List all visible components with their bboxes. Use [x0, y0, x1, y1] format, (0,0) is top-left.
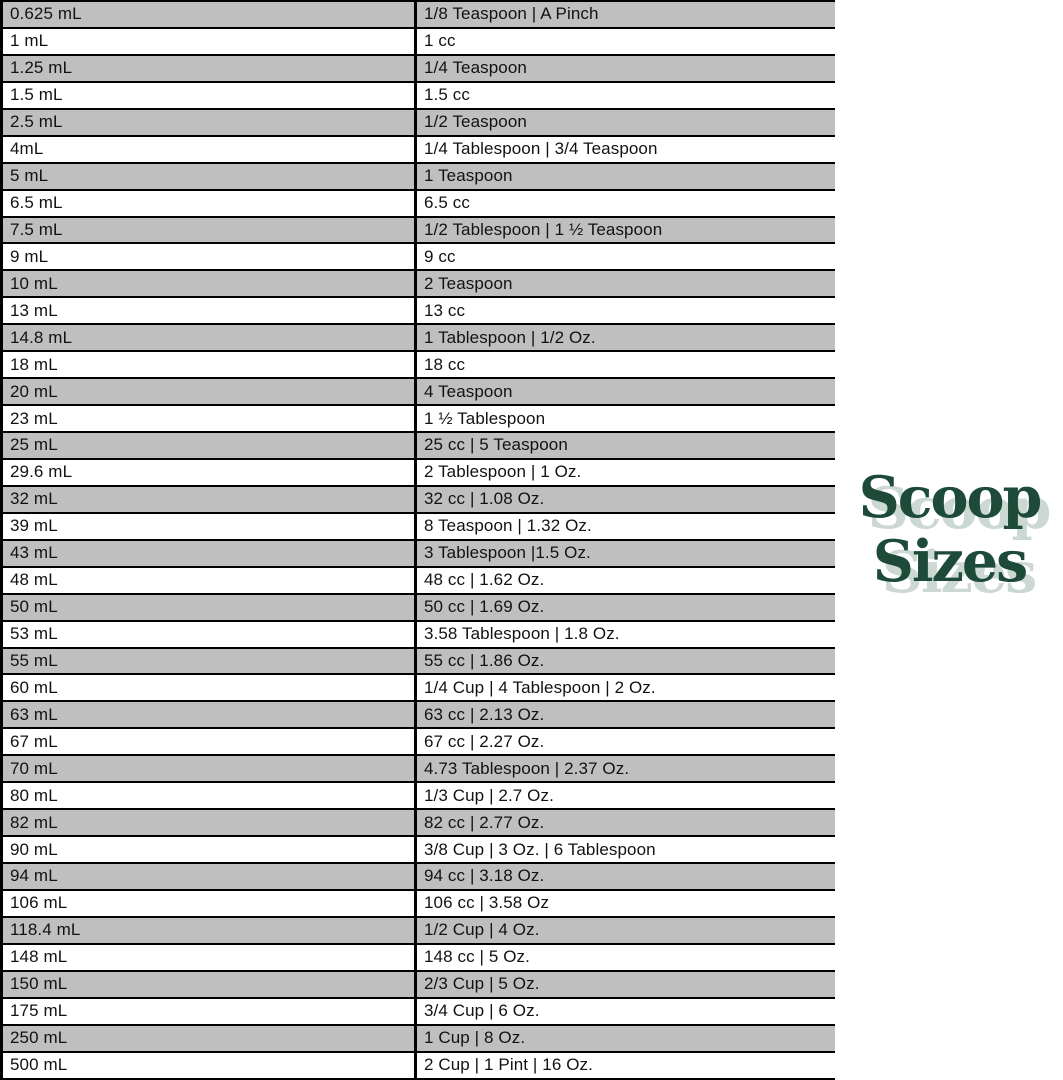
table-row	[3, 729, 835, 756]
table-row	[3, 541, 835, 568]
table-row	[3, 595, 835, 622]
table-row	[3, 379, 835, 406]
scoop-sizes-logo	[836, 466, 1063, 594]
table-row	[3, 487, 835, 514]
equivalent-cell: 1/2 Tablespoon | 1 ½ Teaspoon	[424, 219, 663, 239]
milliliter-cell: 43 mL	[3, 541, 417, 566]
table-row	[3, 945, 835, 972]
milliliter-cell: 150 mL	[3, 972, 417, 997]
table-row	[3, 2, 835, 29]
equivalent-cell: 3/4 Cup | 6 Oz.	[424, 1001, 540, 1021]
milliliter-cell: 1.5 mL	[3, 83, 417, 108]
table-row	[3, 244, 835, 271]
equivalent-cell: 63 cc | 2.13 Oz.	[424, 704, 545, 724]
equivalent-cell: 1 cc	[424, 31, 456, 51]
equivalent-cell: 48 cc | 1.62 Oz.	[424, 570, 545, 590]
milliliter-cell: 13 mL	[3, 298, 417, 323]
milliliter-cell: 4mL	[3, 137, 417, 162]
equivalent-cell: 6.5 cc	[424, 193, 470, 213]
table-row	[3, 1053, 835, 1080]
milliliter-cell: 39 mL	[3, 514, 417, 539]
equivalent-cell: 94 cc | 3.18 Oz.	[424, 866, 545, 886]
equivalent-cell: 1/8 Teaspoon | A Pinch	[424, 4, 599, 24]
milliliter-cell: 80 mL	[3, 783, 417, 808]
table-row	[3, 460, 835, 487]
table-row	[3, 110, 835, 137]
table-row	[3, 810, 835, 837]
logo-line-sizes: Sizes	[872, 528, 1027, 595]
equivalent-cell: 4.73 Tablespoon | 2.37 Oz.	[424, 758, 630, 778]
equivalent-cell: 18 cc	[424, 354, 466, 374]
table-row	[3, 406, 835, 433]
milliliter-cell: 14.8 mL	[3, 325, 417, 350]
table-row	[3, 1026, 835, 1053]
equivalent-cell: 2 Teaspoon	[424, 273, 513, 293]
equivalent-cell: 32 cc | 1.08 Oz.	[424, 489, 545, 509]
milliliter-cell: 63 mL	[3, 702, 417, 727]
equivalent-cell: 2 Cup | 1 Pint | 16 Oz.	[424, 1055, 593, 1075]
table-row	[3, 756, 835, 783]
table-row	[3, 891, 835, 918]
equivalent-cell: 1/4 Teaspoon	[424, 58, 527, 78]
milliliter-cell: 10 mL	[3, 271, 417, 296]
table-row	[3, 218, 835, 245]
equivalent-cell: 1 Teaspoon	[424, 166, 513, 186]
table-row	[3, 702, 835, 729]
table-row	[3, 918, 835, 945]
milliliter-cell: 1 mL	[3, 29, 417, 54]
equivalent-cell: 25 cc | 5 Teaspoon	[424, 435, 568, 455]
table-row	[3, 83, 835, 110]
logo-line-scoop: Scoop	[858, 464, 1041, 531]
table-row	[3, 972, 835, 999]
equivalent-cell: 82 cc | 2.77 Oz.	[424, 812, 545, 832]
milliliter-cell: 70 mL	[3, 756, 417, 781]
equivalent-cell: 1 Tablespoon | 1/2 Oz.	[424, 327, 596, 347]
milliliter-cell: 53 mL	[3, 622, 417, 647]
milliliter-cell: 82 mL	[3, 810, 417, 835]
milliliter-cell: 29.6 mL	[3, 460, 417, 485]
table-row	[3, 191, 835, 218]
table-row	[3, 352, 835, 379]
equivalent-cell: 1 Cup | 8 Oz.	[424, 1028, 526, 1048]
milliliter-cell: 0.625 mL	[3, 2, 417, 27]
milliliter-cell: 118.4 mL	[3, 918, 417, 943]
table-row	[3, 164, 835, 191]
table-row	[3, 137, 835, 164]
equivalent-cell: 3/8 Cup | 3 Oz. | 6 Tablespoon	[424, 839, 656, 859]
milliliter-cell: 90 mL	[3, 837, 417, 862]
milliliter-cell: 60 mL	[3, 675, 417, 700]
milliliter-cell: 94 mL	[3, 864, 417, 889]
table-row	[3, 649, 835, 676]
milliliter-cell: 7.5 mL	[3, 218, 417, 243]
equivalent-cell: 55 cc | 1.86 Oz.	[424, 650, 545, 670]
equivalent-cell: 1/3 Cup | 2.7 Oz.	[424, 785, 554, 805]
equivalent-cell: 2/3 Cup | 5 Oz.	[424, 974, 540, 994]
table-row	[3, 675, 835, 702]
equivalent-cell: 3.58 Tablespoon | 1.8 Oz.	[424, 624, 620, 644]
table-row	[3, 864, 835, 891]
milliliter-cell: 67 mL	[3, 729, 417, 754]
milliliter-cell: 148 mL	[3, 945, 417, 970]
table-row	[3, 837, 835, 864]
table-row	[3, 783, 835, 810]
equivalent-cell: 4 Teaspoon	[424, 381, 513, 401]
milliliter-cell: 5 mL	[3, 164, 417, 189]
equivalent-cell: 1/4 Tablespoon | 3/4 Teaspoon	[424, 139, 658, 159]
equivalent-cell: 9 cc	[424, 246, 456, 266]
milliliter-cell: 175 mL	[3, 999, 417, 1024]
table-row	[3, 999, 835, 1026]
milliliter-cell: 50 mL	[3, 595, 417, 620]
table-row	[3, 568, 835, 595]
equivalent-cell: 67 cc | 2.27 Oz.	[424, 731, 545, 751]
milliliter-cell: 48 mL	[3, 568, 417, 593]
milliliter-cell: 250 mL	[3, 1026, 417, 1051]
milliliter-cell: 32 mL	[3, 487, 417, 512]
milliliter-cell: 25 mL	[3, 433, 417, 458]
equivalent-cell: 1/2 Teaspoon	[424, 112, 527, 132]
table-row	[3, 325, 835, 352]
equivalent-cell: 1.5 cc	[424, 85, 470, 105]
milliliter-cell: 106 mL	[3, 891, 417, 916]
table-row	[3, 514, 835, 541]
milliliter-cell: 55 mL	[3, 649, 417, 674]
equivalent-cell: 106 cc | 3.58 Oz	[424, 893, 550, 913]
table-row	[3, 56, 835, 83]
equivalent-cell: 1/2 Cup | 4 Oz.	[424, 920, 540, 940]
milliliter-cell: 500 mL	[3, 1053, 417, 1078]
table-row	[3, 271, 835, 298]
equivalent-cell: 50 cc | 1.69 Oz.	[424, 597, 545, 617]
milliliter-cell: 6.5 mL	[3, 191, 417, 216]
milliliter-cell: 23 mL	[3, 406, 417, 431]
equivalent-cell: 13 cc	[424, 300, 466, 320]
milliliter-cell: 2.5 mL	[3, 110, 417, 135]
equivalent-cell: 2 Tablespoon | 1 Oz.	[424, 462, 582, 482]
equivalent-cell: 3 Tablespoon |1.5 Oz.	[424, 543, 591, 563]
equivalent-cell: 8 Teaspoon | 1.32 Oz.	[424, 516, 592, 536]
equivalent-cell: 1 ½ Tablespoon	[424, 408, 546, 428]
table-row	[3, 29, 835, 56]
table-row	[3, 622, 835, 649]
milliliter-cell: 1.25 mL	[3, 56, 417, 81]
table-row	[3, 298, 835, 325]
milliliter-cell: 18 mL	[3, 352, 417, 377]
table-row	[3, 433, 835, 460]
equivalent-cell: 148 cc | 5 Oz.	[424, 947, 530, 967]
equivalent-cell: 1/4 Cup | 4 Tablespoon | 2 Oz.	[424, 677, 656, 697]
milliliter-cell: 9 mL	[3, 244, 417, 269]
milliliter-cell: 20 mL	[3, 379, 417, 404]
